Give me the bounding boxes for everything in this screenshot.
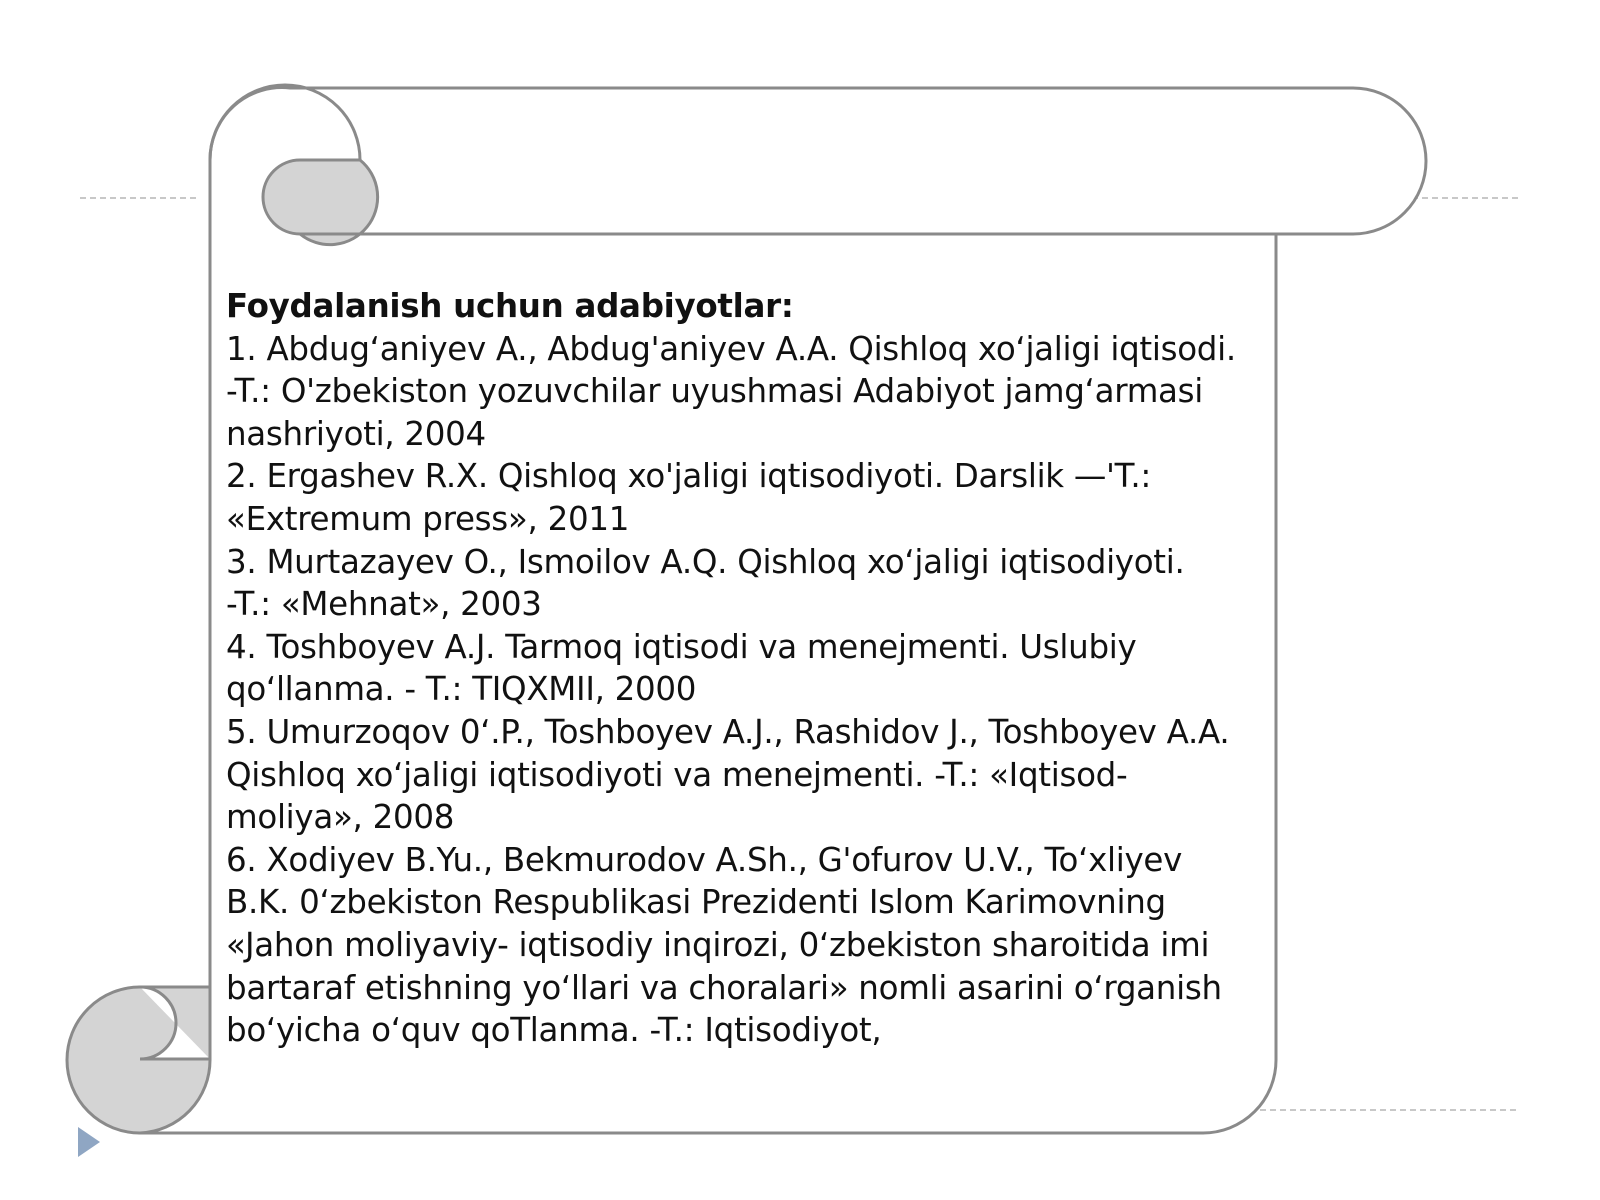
reference-line: 1. Abdug‘aniyev A., Abdug'aniyev A.A. Qishloq xo‘jaligi iqtisodi. xyxy=(226,329,1236,368)
reference-line: moliya», 2008 xyxy=(226,798,455,837)
reference-line: -T.: O'zbekiston yozuvchilar uyushmasi Adabiyot jamg‘armasi xyxy=(226,372,1204,411)
reference-line: 5. Umurzoqov 0‘.P., Toshboyev A.J., Rashidov J., Toshboyev A.A. xyxy=(226,712,1230,751)
reference-line: «Extremum press», 2011 xyxy=(226,499,630,538)
play-arrow-icon[interactable] xyxy=(76,1125,102,1159)
reference-line: qo‘llanma. - T.: TIQXMII, 2000 xyxy=(226,670,697,709)
references-heading: Foydalanish uchun adabiyotlar: xyxy=(226,287,794,325)
reference-line: bo‘yicha o‘quv qoTlanma. -T.: Iqtisodiyot, xyxy=(226,1011,882,1050)
reference-line: 6. Xodiyev B.Yu., Bekmurodov A.Sh., G'ofurov U.V., To‘xliyev xyxy=(226,840,1183,879)
references-text xyxy=(226,285,1276,1052)
reference-line: 3. Murtazayev O., Ismoilov A.Q. Qishloq xo‘jaligi iqtisodiyoti. xyxy=(226,542,1185,581)
reference-line: B.K. 0‘zbekiston Respublikasi Prezidenti Islom Karimovning xyxy=(226,883,1166,922)
reference-line: bartaraf etishning yo‘llari va choralari» nomli asarini o‘rganish xyxy=(226,968,1222,1007)
reference-line: «Jahon moliyaviy- iqtisodiy inqirozi, 0‘zbekiston sharoitida imi xyxy=(226,925,1210,964)
reference-line: 4. Toshboyev A.J. Tarmoq iqtisodi va menejmenti. Uslubiy xyxy=(226,627,1137,666)
reference-line: 2. Ergashev R.X. Qishloq xo'jaligi iqtisodiyoti. Darslik —'T.: xyxy=(226,457,1152,496)
reference-line: Qishloq xo‘jaligi iqtisodiyoti va menejmenti. -T.: «Iqtisod- xyxy=(226,755,1128,794)
reference-line: nashriyoti, 2004 xyxy=(226,414,486,453)
reference-line: -T.: «Mehnat», 2003 xyxy=(226,585,542,624)
